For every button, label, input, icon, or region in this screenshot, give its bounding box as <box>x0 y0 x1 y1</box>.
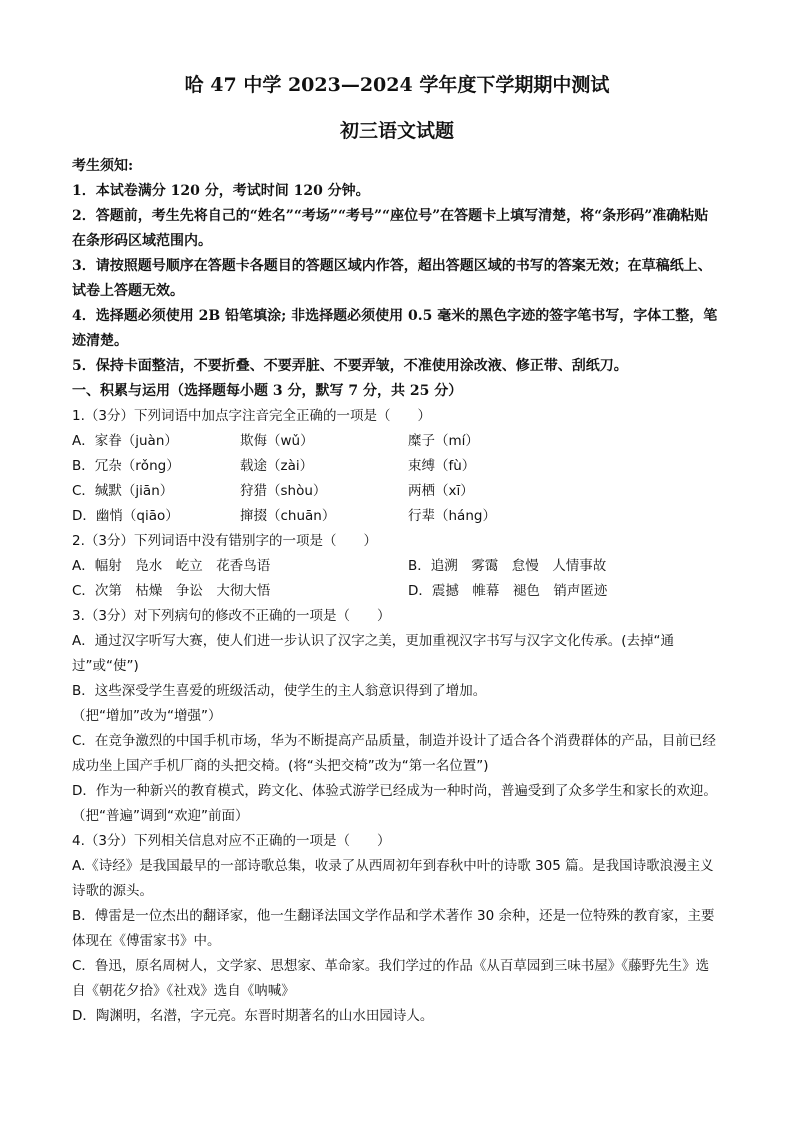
option-row <box>72 479 722 504</box>
exam-title: 哈 47 中学 2023—2024 学年度下学期期中测试 <box>184 74 610 96</box>
notice-item: 5．保持卡面整洁，不要折叠、不要弄脏、不要弄皱，不准使用涂改液、修正带、刮纸刀。 <box>72 358 628 374</box>
question-stem: 2.（3分）下列词语中没有错别字的一项是（ ） <box>72 533 377 549</box>
option-row <box>72 504 722 529</box>
option-a: A．通过汉字听写大赛，使人们进一步认识了汉字之美，更加重视汉字书写与汉字文化传承。(去掉“通过”或“使”) <box>72 633 674 674</box>
option-d: D．震撼 帷幕 褪色 销声匿迹 <box>408 583 608 599</box>
question-3 <box>72 604 722 829</box>
option-d: D．作为一种新兴的教育模式，跨文化、体验式游学已经成为一种时尚，普遍受到了众多学生和家长的欢迎。 <box>72 783 717 799</box>
notice-item: 1．本试卷满分 120 分，考试时间 120 分钟。 <box>72 183 370 199</box>
option-b: B．追溯 雾霭 怠慢 人情事故 <box>408 558 607 574</box>
option-c: C．缄默（jiān） <box>72 483 174 499</box>
candidate-notice <box>72 154 722 379</box>
option-b: B．傅雷是一位杰出的翻译家，他一生翻译法国文学作品和学术著作 30 余种，还是一位特殊的教育家，主要体现在《傅雷家书》中。 <box>72 908 715 949</box>
option-word: 行辈（háng） <box>408 508 496 524</box>
notice-item: 4．选择题必须使用 2B 铅笔填涂; 非选择题必须使用 0.5 毫米的黑色字迹的签字笔书写，字体工整，笔迹清楚。 <box>72 308 718 349</box>
option-d-fix: （把“普遍”调到“欢迎”前面） <box>72 808 249 824</box>
exam-subtitle: 初三语文试题 <box>339 120 454 142</box>
option-row <box>72 579 722 604</box>
option-c: C．鲁迅，原名周树人，文学家、思想家、革命家。我们学过的作品《从百草园到三味书屋》《藤野先生》选自《朝花夕拾》《社戏》选自《呐喊》 <box>72 958 710 999</box>
option-word: 载途（zài） <box>240 458 314 474</box>
option-b: B．这些深受学生喜爱的班级活动，使学生的主人翁意识得到了增加。 <box>72 683 487 699</box>
question-1 <box>72 404 722 529</box>
question-stem: 3.（3分）对下列病句的修改不正确的一项是（ ） <box>72 608 391 624</box>
option-b: B．冗杂（rǒng） <box>72 458 180 474</box>
option-b-fix: （把“增加”改为“增强”） <box>72 708 222 724</box>
option-row <box>72 429 722 454</box>
option-row <box>72 554 722 579</box>
option-c: C．在竞争激烈的中国手机市场，华为不断提高产品质量，制造并设计了适合各个消费群体的产品，目前已经成功坐上国产手机厂商的头把交椅。(将“头把交椅”改为“第一名位置”) <box>72 733 716 774</box>
option-a: A．家眷（juàn） <box>72 433 178 449</box>
option-word: 欺侮（wǔ） <box>240 433 314 449</box>
option-word: 束缚（fù） <box>408 458 476 474</box>
option-word: 撺掇（chuān） <box>240 508 336 524</box>
question-stem: 4.（3分）下列相关信息对应不正确的一项是（ ） <box>72 833 391 849</box>
option-word: 狩猎（shòu） <box>240 483 327 499</box>
option-d: D．幽悄（qiāo） <box>72 508 179 524</box>
option-d: D．陶渊明，名潜，字元亮。东晋时期著名的山水田园诗人。 <box>72 1008 434 1024</box>
option-c: C．次第 枯燥 争讼 大彻大悟 <box>72 583 271 599</box>
question-2 <box>72 529 722 604</box>
notice-item: 2．答题前，考生先将自己的“姓名”“考场”“考号”“座位号”在答题卡上填写清楚，将“条形码”准确粘贴在条形码区域范围内。 <box>72 208 709 249</box>
option-word: 两栖（xī） <box>408 483 474 499</box>
section-heading: 一、积累与运用（选择题每小题 3 分，默写 7 分，共 25 分） <box>72 383 463 399</box>
notice-heading: 考生须知: <box>72 158 134 174</box>
option-word: 糜子（mí） <box>408 433 479 449</box>
notice-item: 3．请按照题号顺序在答题卡各题目的答题区域内作答，超出答题区域的书写的答案无效；在草稿纸上、试卷上答题无效。 <box>72 258 712 299</box>
option-a: A．幅射 凫水 屹立 花香鸟语 <box>72 558 271 574</box>
question-4 <box>72 829 722 1029</box>
question-stem: 1.（3分）下列词语中加点字注音完全正确的一项是（ ） <box>72 408 431 424</box>
option-a: A.《诗经》是我国最早的一部诗歌总集，收录了从西周初年到春秋中叶的诗歌 305 篇。是我国诗歌浪漫主义诗歌的源头。 <box>72 858 714 899</box>
option-row <box>72 454 722 479</box>
